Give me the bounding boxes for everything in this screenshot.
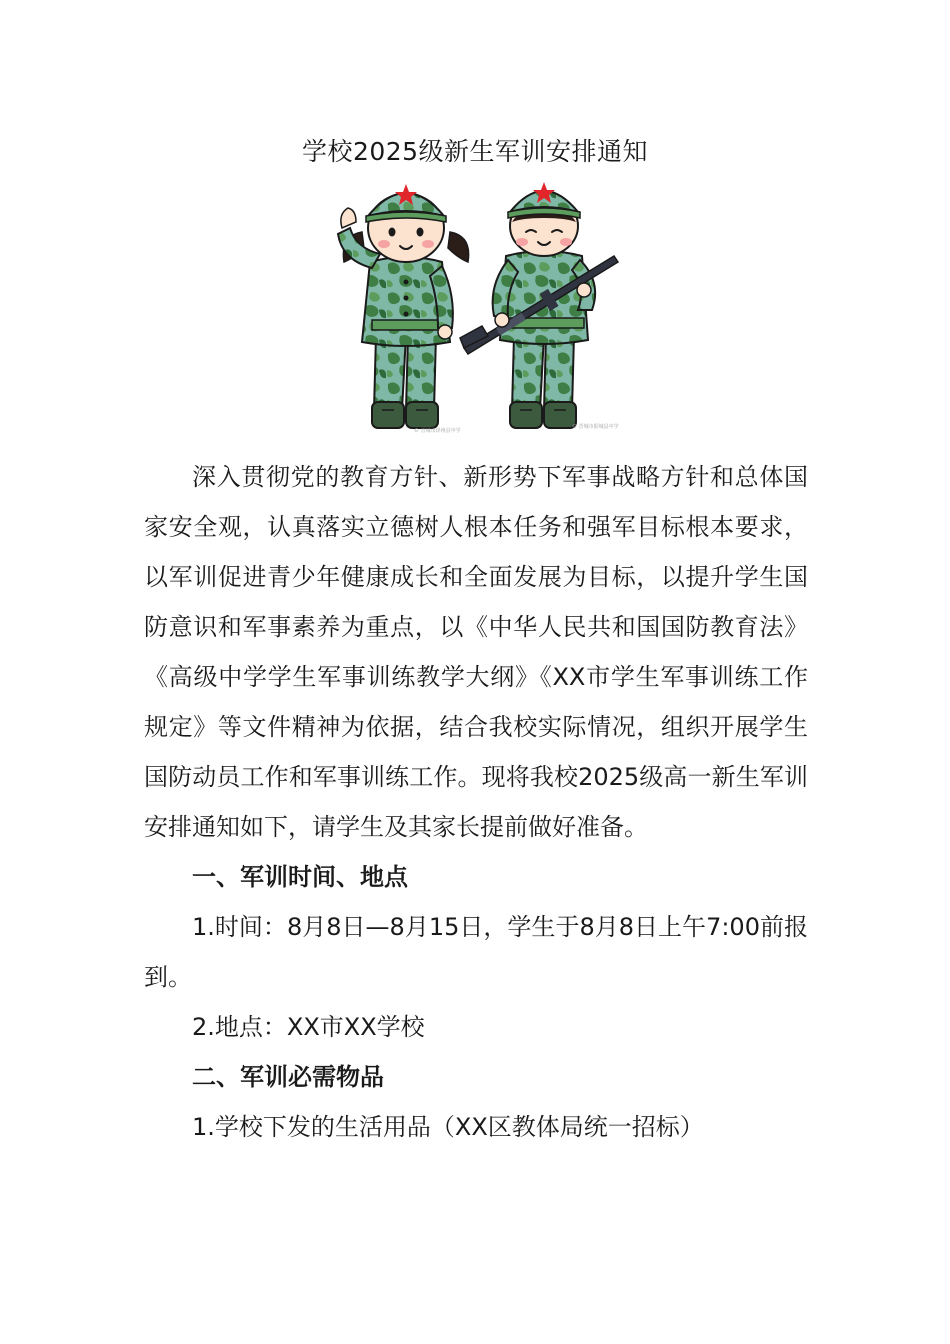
document-title: 学校2025级新生军训安排通知 (301, 137, 649, 166)
intro-paragraph: 深入贯彻党的教育方针、新形势下军事战略方针和总体国家安全观，认真落实立德树人根本任务和强军目标根本要求，以军训促进青少年健康成长和全面发展为目标，以提升学生国防意识和军事素养为重点，以《中华人民共和国国防教育法》《高级中学学生军事训练教学大纲》《XX市学生军事训练工作规定》等文件精神为依据，结合我校实际情况，组织开展学生国防动员工作和军事训练工作。现将我校2025级高一新生军训安排通知如下，请学生及其家长提前做好准备。 (144, 463, 808, 841)
document-body (144, 452, 808, 1152)
time-item: 1.时间：8月8日—8月15日，学生于8月8日上午7:00前报到。 (144, 913, 808, 991)
cadets-illustration (318, 170, 632, 438)
watermark-right: © 晋城市阳城县中学 (572, 424, 619, 430)
watermark-left: © 晋城市泽州县中学 (414, 428, 461, 434)
rifle-cadet-figure (460, 182, 619, 430)
saluting-cadet-figure (338, 184, 469, 434)
place-item: 2.地点：XX市XX学校 (192, 1013, 425, 1041)
supplies-item: 1.学校下发的生活用品（XX区教体局统一招标） (192, 1113, 704, 1141)
section-heading-time-place: 一、军训时间、地点 (192, 863, 408, 891)
section-heading-required-items: 二、军训必需物品 (192, 1063, 384, 1091)
